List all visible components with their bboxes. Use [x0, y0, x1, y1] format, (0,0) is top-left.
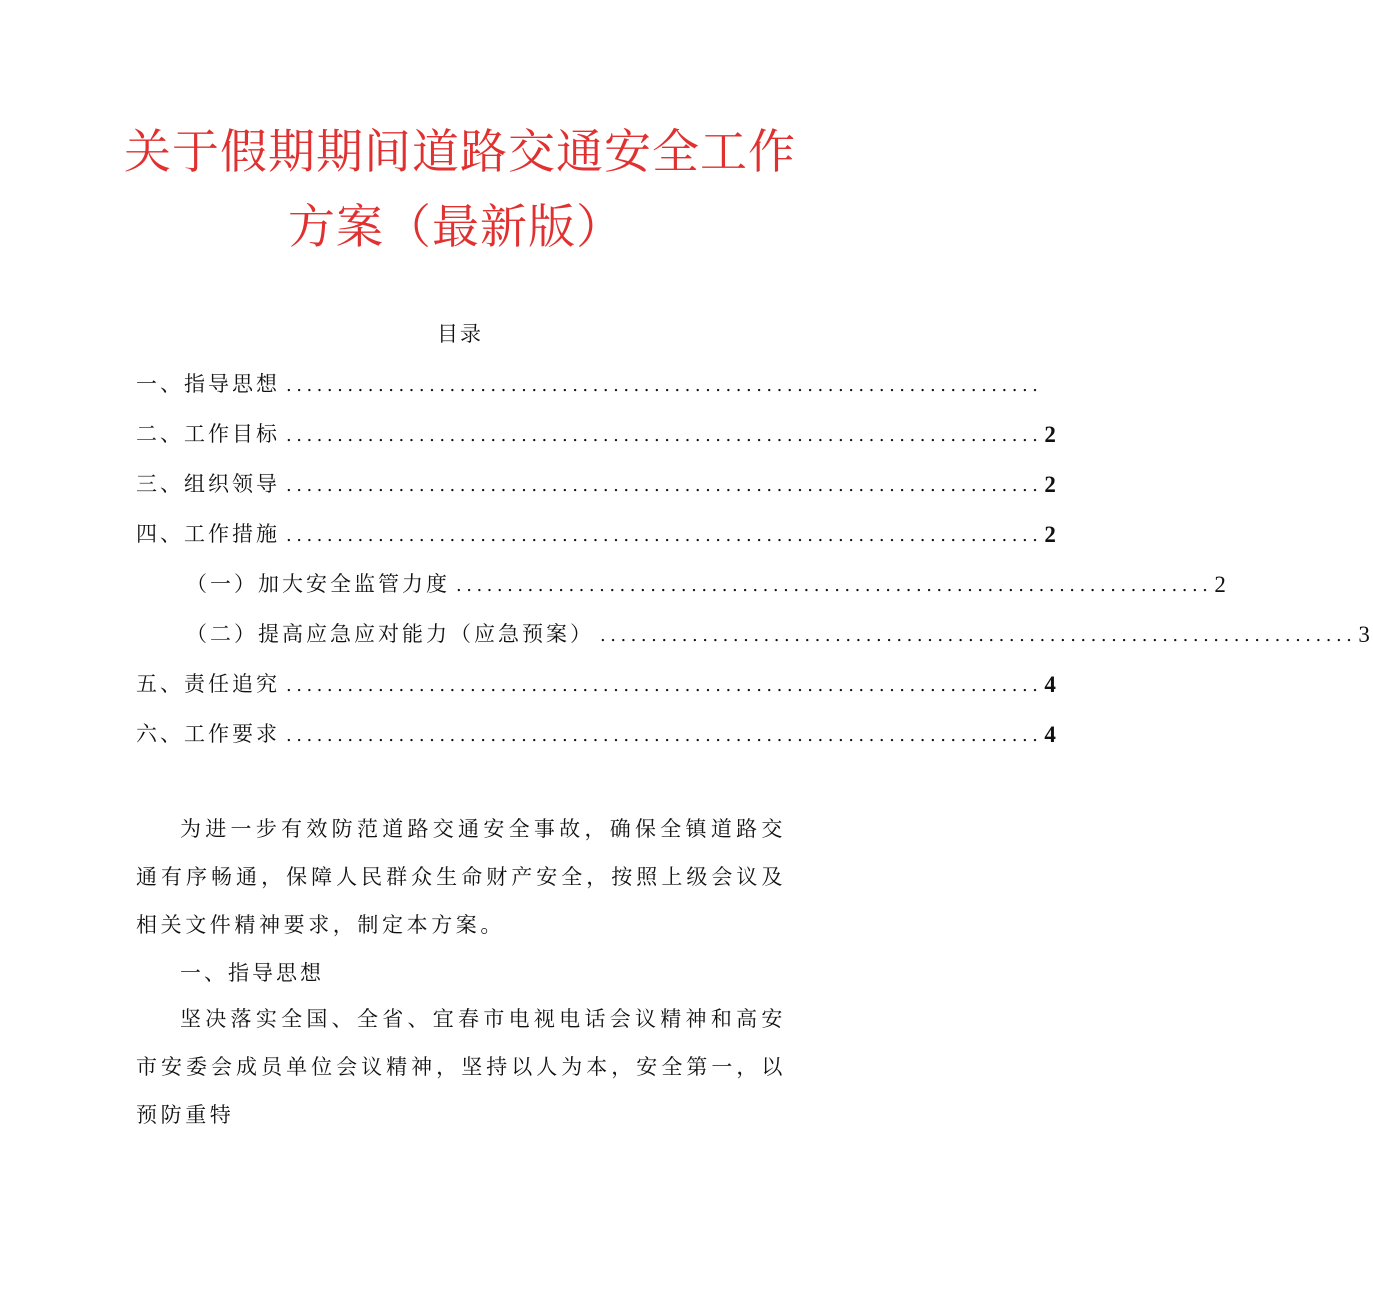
toc-leader-dots: .......................................................................... — [456, 575, 1213, 596]
toc-leader-dots: .......................................................................... — [286, 375, 1043, 396]
toc-page-number: 2 — [1214, 572, 1229, 597]
toc-entry-label: 三、组织领导 — [136, 472, 280, 496]
toc-page-number: 2 — [1044, 422, 1059, 447]
toc-page-number: 4 — [1044, 672, 1059, 697]
toc-page-number: 2 — [1044, 522, 1059, 547]
document-title-line-1: 关于假期期间道路交通安全工作 — [124, 125, 796, 180]
toc-heading: 目录 — [437, 322, 483, 346]
document-title-line-2: 方案（最新版） — [288, 200, 624, 255]
toc-page-number: 4 — [1044, 722, 1059, 747]
toc-entry-label: （一）加大安全监管力度 — [186, 572, 450, 596]
toc-leader-dots: .......................................................................... — [286, 475, 1043, 496]
toc-entry-label: 四、工作措施 — [136, 522, 280, 546]
section-paragraph-guiding-ideology: 坚决落实全国、全省、宜春市电视电话会议精神和高安市安委会成员单位会议精神，坚持以人为本，安全第一，以预防重特 — [136, 1007, 786, 1127]
toc-page-number: 3 — [1358, 622, 1373, 647]
toc-page-number: 2 — [1044, 472, 1059, 497]
toc-entry-work-goals[interactable] — [136, 416, 1059, 448]
toc-leader-dots: .......................................................................... — [286, 675, 1043, 696]
toc-leader-dots: .......................................................................... — [286, 725, 1043, 746]
toc-entry-supervision[interactable] — [186, 566, 1229, 598]
toc-entry-accountability[interactable] — [136, 666, 1059, 698]
toc-entry-label: 一、指导思想 — [136, 372, 280, 396]
toc-leader-dots: .......................................................................... — [600, 625, 1357, 646]
toc-entry-work-measures[interactable] — [136, 516, 1059, 548]
toc-leader-dots: .......................................................................... — [286, 525, 1043, 546]
section-heading-guiding-ideology: 一、指导思想 — [180, 961, 324, 985]
intro-paragraph: 为进一步有效防范道路交通安全事故，确保全镇道路交通有序畅通，保障人民群众生命财产安全，按照上级会议及相关文件精神要求，制定本方案。 — [136, 817, 786, 937]
toc-leader-dots: .......................................................................... — [286, 425, 1043, 446]
toc-entry-organization[interactable] — [136, 466, 1059, 498]
toc-entry-guiding-ideology[interactable] — [136, 366, 1043, 398]
toc-entry-emergency-response[interactable] — [186, 616, 1373, 648]
toc-entry-label: （二）提高应急应对能力（应急预案） — [186, 622, 594, 646]
toc-entry-work-requirements[interactable] — [136, 716, 1059, 748]
toc-entry-label: 六、工作要求 — [136, 722, 280, 746]
toc-entry-label: 五、责任追究 — [136, 672, 280, 696]
toc-entry-label: 二、工作目标 — [136, 422, 280, 446]
